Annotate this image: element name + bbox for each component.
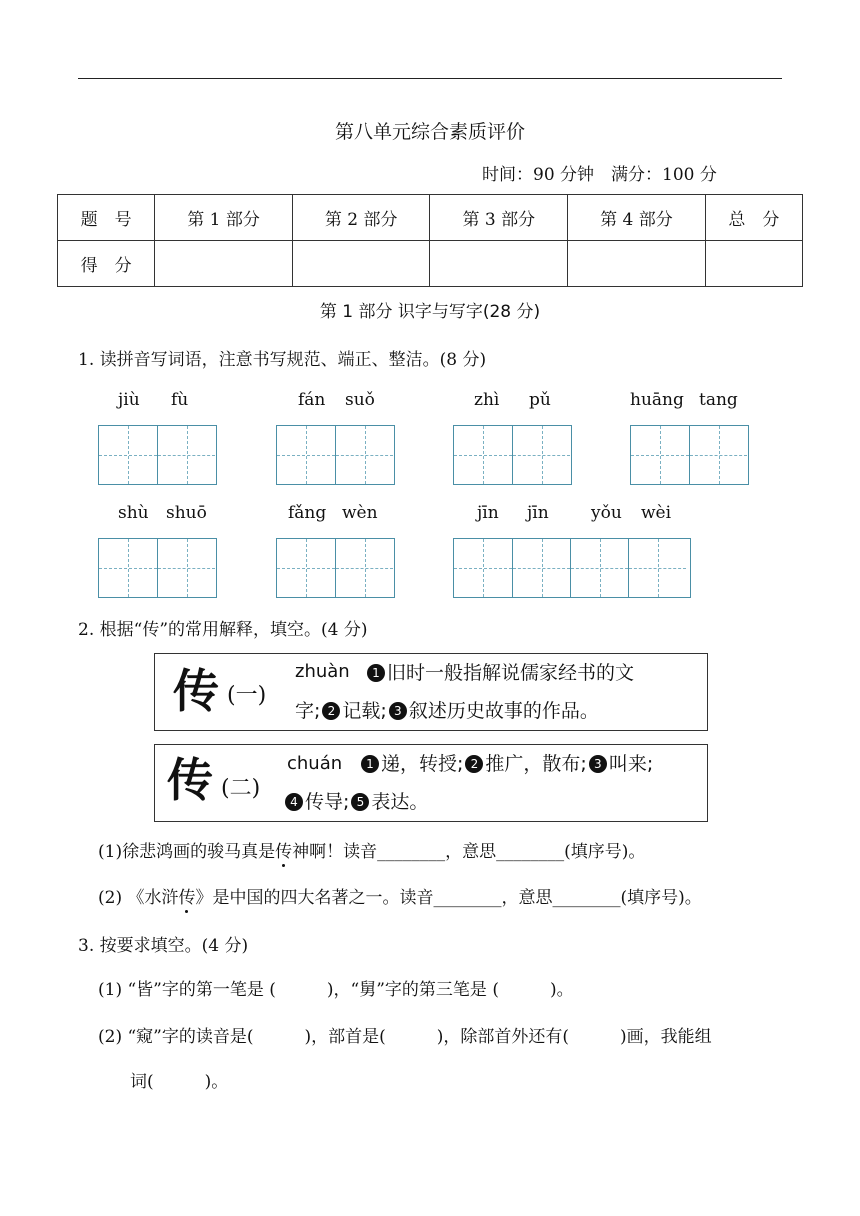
pinyin-syllable: zhì xyxy=(474,390,500,410)
sentence-text: (1)徐悲鸿画的骏马真是 xyxy=(98,842,276,862)
def-meaning: 推广，散布; xyxy=(485,753,587,775)
sentence-text: 》是中国的四大名著之一。读音________，意思________(填序号)。 xyxy=(195,888,702,908)
pinyin-syllable: suǒ xyxy=(345,390,375,410)
def-meaning: 叫来; xyxy=(608,753,654,775)
score-cell[interactable] xyxy=(155,241,293,287)
def-pinyin: chuán xyxy=(287,753,343,774)
score-cell[interactable] xyxy=(568,241,706,287)
grid-cell[interactable] xyxy=(157,539,215,597)
def-line xyxy=(295,694,599,728)
pinyin-syllable: tang xyxy=(699,390,738,410)
emphasized-char: 传 xyxy=(178,888,196,908)
header-cell: 第 3 部分 xyxy=(430,195,568,241)
writing-grid[interactable] xyxy=(98,538,217,598)
grid-cell[interactable] xyxy=(631,426,689,484)
score-table-header-row xyxy=(58,195,803,241)
pinyin-syllable: shuō xyxy=(166,503,207,523)
def-sense-label: (一) xyxy=(227,683,267,708)
pinyin-syllable: jīn xyxy=(527,503,549,523)
number-badge-icon: 3 xyxy=(589,755,607,773)
top-rule xyxy=(78,78,782,79)
grid-cell[interactable] xyxy=(99,539,157,597)
score-cell[interactable] xyxy=(292,241,430,287)
number-badge-icon: 1 xyxy=(367,664,385,682)
grid-cell[interactable] xyxy=(335,539,393,597)
writing-grid[interactable] xyxy=(630,425,749,485)
grid-cell[interactable] xyxy=(454,426,512,484)
pinyin-syllable: jiù xyxy=(118,390,140,410)
def-line xyxy=(365,656,634,690)
def-meaning: 记载; xyxy=(342,700,387,722)
pinyin-syllable: fù xyxy=(171,390,189,410)
header-cell: 第 4 部分 xyxy=(568,195,706,241)
pinyin-syllable: huāng xyxy=(630,390,684,410)
def-meaning: 表达。 xyxy=(371,791,429,813)
header-cell: 第 2 部分 xyxy=(292,195,430,241)
score-table xyxy=(57,194,803,287)
pinyin-syllable: jīn xyxy=(477,503,499,523)
grid-cell[interactable] xyxy=(512,426,570,484)
writing-grid[interactable] xyxy=(98,425,217,485)
def-meaning: 字; xyxy=(295,700,321,722)
score-table-score-row xyxy=(58,241,803,287)
grid-cell[interactable] xyxy=(277,426,335,484)
def-meaning: 旧时一般指解说儒家经书的文 xyxy=(387,662,635,684)
number-badge-icon: 5 xyxy=(351,793,369,811)
sentence-text: (2) 《水浒 xyxy=(98,888,179,908)
writing-grid[interactable] xyxy=(276,538,395,598)
def-line xyxy=(283,785,428,819)
pinyin-syllable: yǒu xyxy=(591,503,622,523)
definition-box-2 xyxy=(154,744,708,822)
row-label: 得 分 xyxy=(58,241,155,287)
question-1: 1. 读拼音写词语，注意书写规范、端正、整洁。(8 分) xyxy=(78,350,487,370)
def-meaning: 叙述历史故事的作品。 xyxy=(408,700,599,722)
header-cell: 题 号 xyxy=(58,195,155,241)
grid-cell[interactable] xyxy=(99,426,157,484)
def-pinyin: zhuàn xyxy=(295,661,350,682)
number-badge-icon: 3 xyxy=(389,702,407,720)
question-3: 3. 按要求填空。(4 分) xyxy=(78,936,249,956)
header-cell: 总 分 xyxy=(705,195,802,241)
grid-cell[interactable] xyxy=(454,539,512,597)
question-3-item-1: (1) “皆”字的第一笔是 ( )，“舅”字的第三笔是 ( )。 xyxy=(98,980,574,1000)
writing-grid[interactable] xyxy=(453,425,572,485)
score-cell[interactable] xyxy=(430,241,568,287)
header-cell: 第 1 部分 xyxy=(155,195,293,241)
grid-cell[interactable] xyxy=(689,426,747,484)
grid-cell[interactable] xyxy=(335,426,393,484)
sentence-text: 神啊！读音________，意思________(填序号)。 xyxy=(292,842,646,862)
def-line xyxy=(359,747,653,781)
number-badge-icon: 2 xyxy=(465,755,483,773)
score-cell[interactable] xyxy=(705,241,802,287)
pinyin-syllable: wèn xyxy=(342,503,378,523)
grid-cell[interactable] xyxy=(570,539,628,597)
pinyin-syllable: pǔ xyxy=(529,390,551,410)
emphasized-char: 传 xyxy=(275,842,293,862)
exam-meta: 时间：90 分钟 满分：100 分 xyxy=(482,165,717,185)
pinyin-syllable: fán xyxy=(298,390,326,410)
grid-cell[interactable] xyxy=(628,539,686,597)
def-meaning: 传导; xyxy=(305,791,350,813)
number-badge-icon: 4 xyxy=(285,793,303,811)
definition-box-1 xyxy=(154,653,708,731)
def-char: 传 xyxy=(167,753,213,807)
number-badge-icon: 2 xyxy=(322,702,340,720)
pinyin-syllable: shù xyxy=(118,503,149,523)
grid-cell[interactable] xyxy=(512,539,570,597)
def-char: 传 xyxy=(173,664,219,718)
pinyin-syllable: wèi xyxy=(641,503,672,523)
question-2-item-2 xyxy=(98,883,702,908)
question-3-item-2-cont: 词( )。 xyxy=(130,1072,229,1092)
page-title: 第八单元综合素质评价 xyxy=(334,121,525,143)
def-sense-label: (二) xyxy=(221,776,261,801)
question-2: 2. 根据“传”的常用解释，填空。(4 分) xyxy=(78,620,368,640)
writing-grid[interactable] xyxy=(276,425,395,485)
question-2-item-1 xyxy=(98,837,645,862)
grid-cell[interactable] xyxy=(157,426,215,484)
def-meaning: 递，转授; xyxy=(381,753,464,775)
section-heading: 第 1 部分 识字与写字(28 分) xyxy=(319,302,541,322)
question-3-item-2: (2) “窥”字的读音是( )，部首是( )，除部首外还有( )画，我能组 xyxy=(98,1027,712,1047)
grid-cell[interactable] xyxy=(277,539,335,597)
writing-grid[interactable] xyxy=(453,538,691,598)
pinyin-syllable: fǎng xyxy=(288,503,327,523)
number-badge-icon: 1 xyxy=(361,755,379,773)
